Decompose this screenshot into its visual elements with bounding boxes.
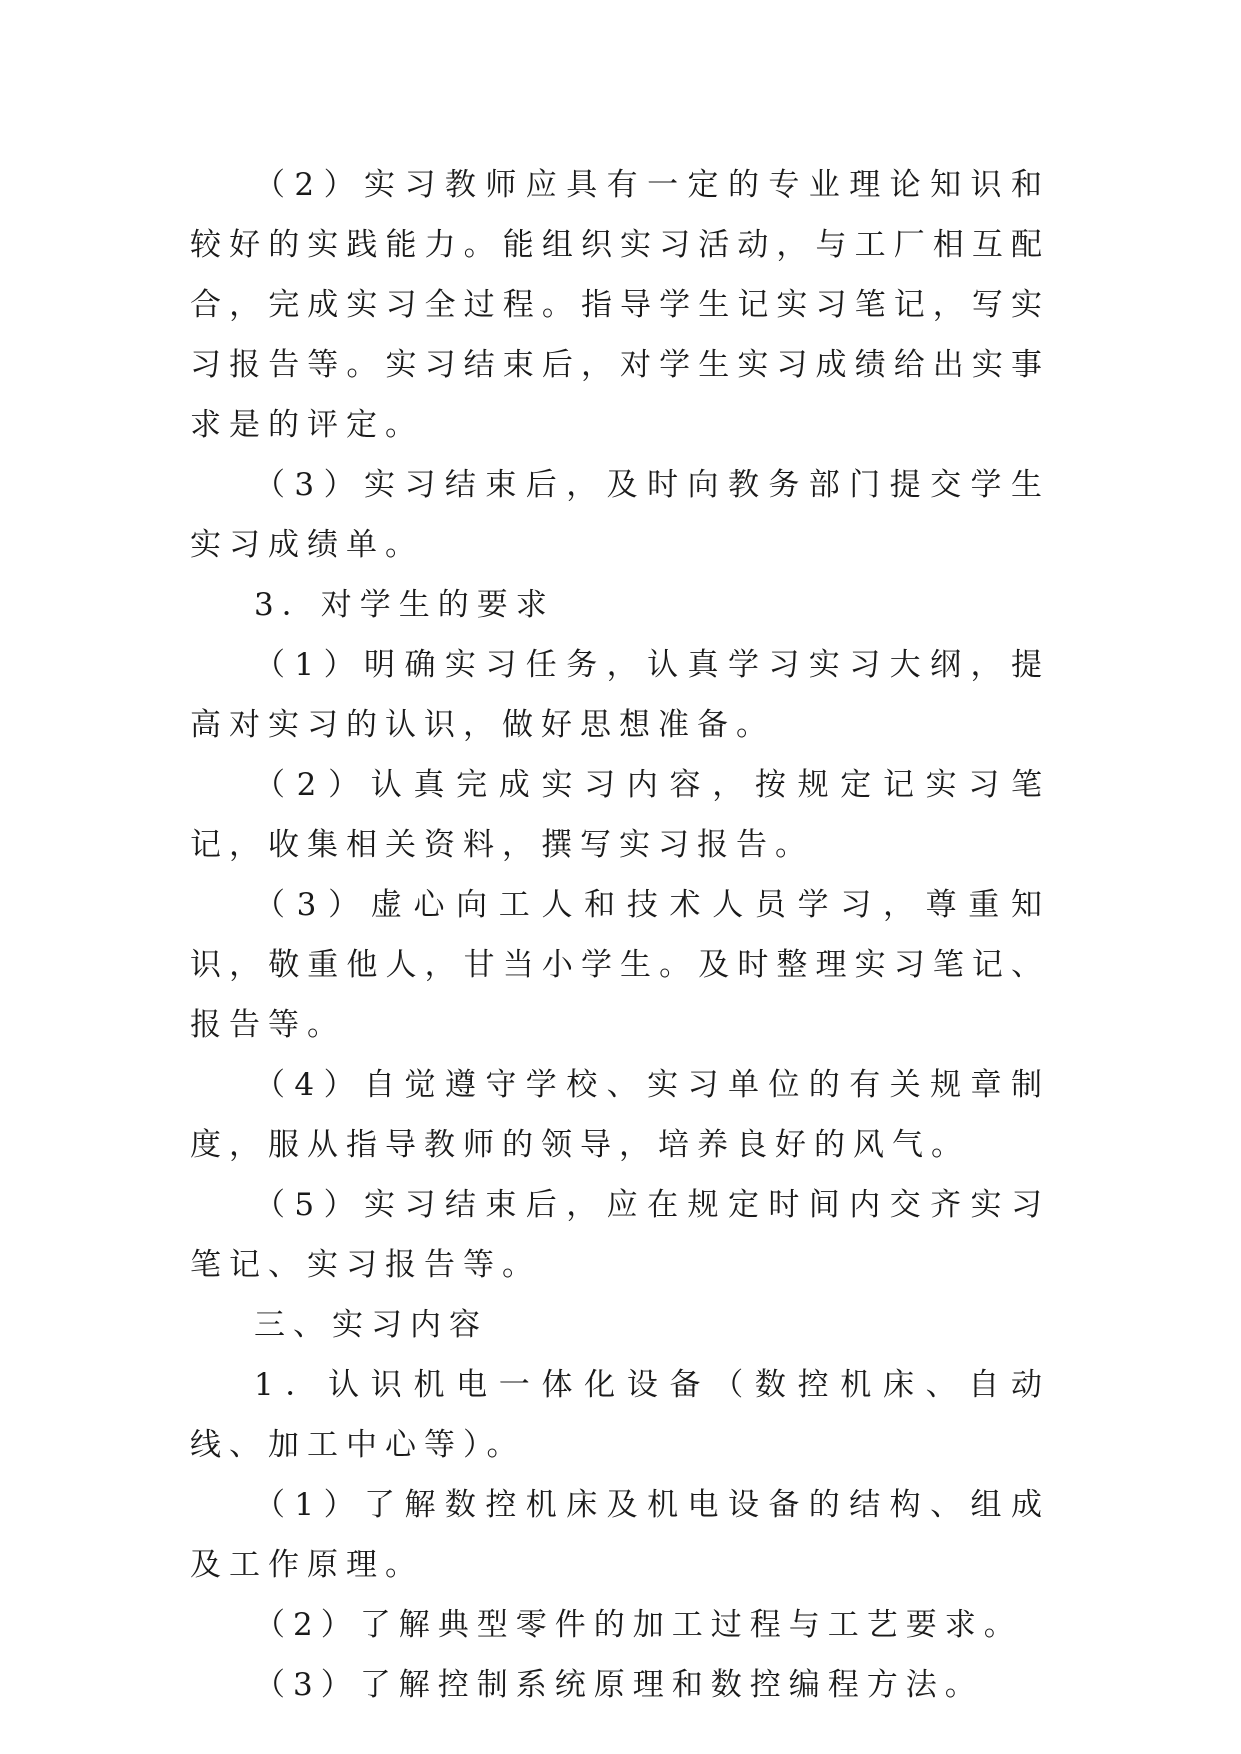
paragraph-teacher-requirement-2: （2）实习教师应具有一定的专业理论知识和较好的实践能力。能组织实习活动，与工厂相互配合，完成实习全过程。指导学生记实习笔记，写实习报告等。实习结束后，对学生实习成绩给出实事求是的评定。 (190, 167, 1050, 443)
paragraph-student-requirement-5: （5）实习结束后，应在规定时间内交齐实习笔记、实习报告等。 (190, 1187, 1050, 1283)
paragraph-content-item-1: 1．认识机电一体化设备（数控机床、自动线、加工中心等）。 (190, 1367, 1050, 1463)
paragraph-student-requirement-1: （1）明确实习任务，认真学习实习大纲，提高对实习的认识，做好思想准备。 (190, 647, 1050, 743)
paragraph-content-subitem-2: （2）了解典型零件的加工过程与工艺要求。 (254, 1607, 1023, 1643)
paragraph-student-requirement-2: （2）认真完成实习内容，按规定记实习笔记，收集相关资料，撰写实习报告。 (190, 767, 1050, 863)
paragraph-content-subitem-1: （1）了解数控机床及机电设备的结构、组成及工作原理。 (190, 1487, 1050, 1583)
heading-student-requirements: 3．对学生的要求 (254, 587, 555, 623)
paragraph-student-requirement-3: （3）虚心向工人和技术人员学习，尊重知识，敬重他人，甘当小学生。及时整理实习笔记、报告等。 (190, 887, 1050, 1043)
heading-internship-content: 三、实习内容 (254, 1307, 488, 1343)
paragraph-teacher-requirement-3: （3）实习结束后，及时向教务部门提交学生实习成绩单。 (190, 467, 1050, 563)
document-body (190, 155, 1050, 1715)
paragraph-student-requirement-4: （4）自觉遵守学校、实习单位的有关规章制度，服从指导教师的领导，培养良好的风气。 (190, 1067, 1050, 1163)
paragraph-content-subitem-3: （3）了解控制系统原理和数控编程方法。 (254, 1667, 984, 1703)
